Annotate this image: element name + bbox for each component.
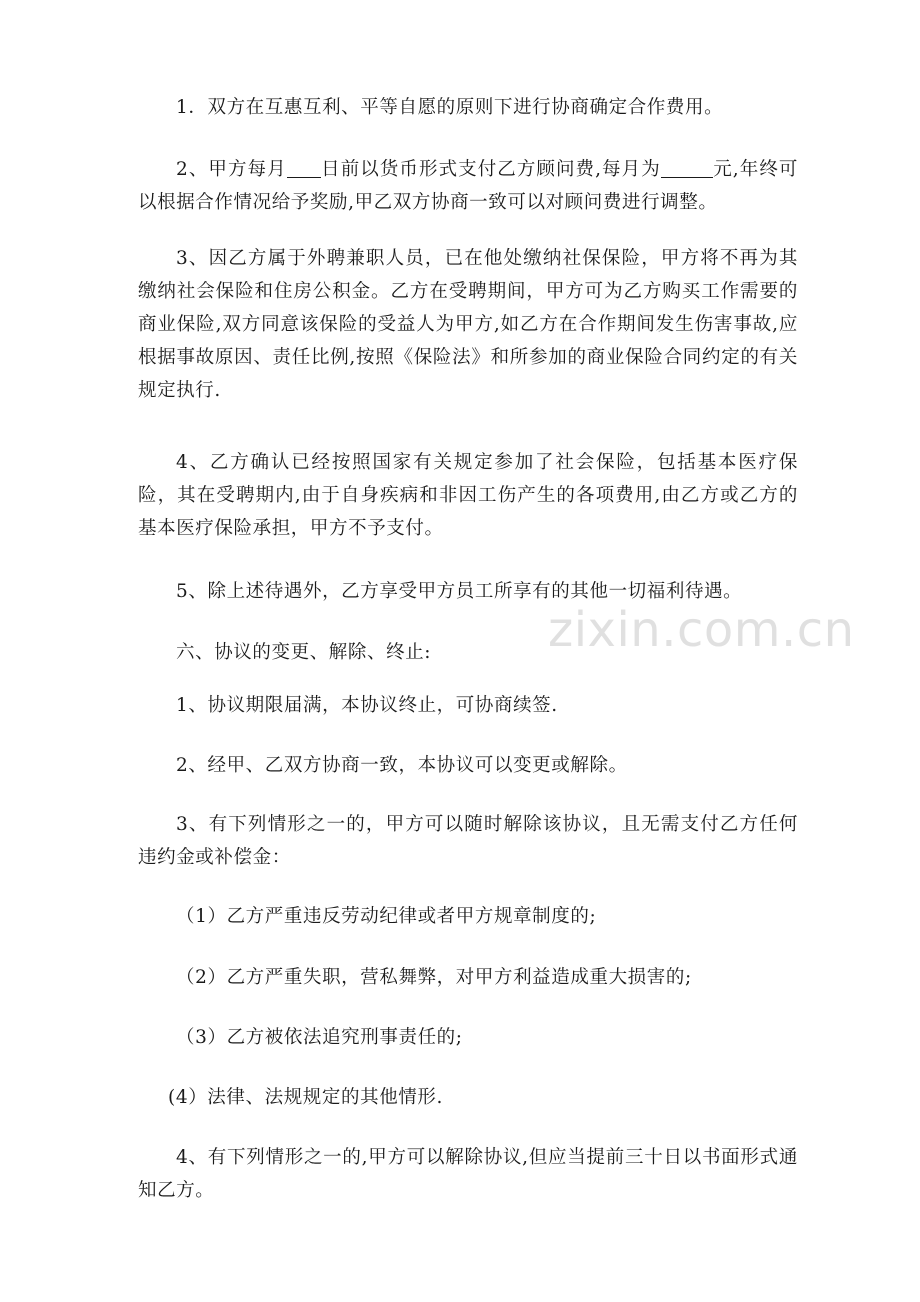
paragraph-social-insurance: 3、因乙方属于外聘兼职人员，已在他处缴纳社保保险，甲方将不再为其缴纳社会保险和住房公积金。乙方在受聘期间，甲方可为乙方购买工作需要的商业保险,双方同意该保险的受益人为甲方,如乙方在合作期间发生伤害事故,应根据事故原因、责任比例,按照《保险法》和所参加的商业保险合同约定的有关规定执行.: [138, 248, 798, 401]
list-item-condition-3: （3）乙方被依法追究刑事责任的;: [176, 1027, 463, 1048]
list-item-condition-1: （1）乙方严重违反劳动纪律或者甲方规章制度的;: [176, 906, 597, 927]
paragraph-consultant-fee: 2、甲方每月 日前以货币形式支付乙方顾问费,每月为 元,年终可以根据合作情况给予奖励,甲乙双方协商一致可以对顾问费进行调整。: [138, 159, 798, 213]
paragraph-mutual-change: 2、经甲、乙双方协商一致，本协议可以变更或解除。: [176, 755, 628, 776]
paragraph-welfare: 5、除上述待遇外，乙方享受甲方员工所享有的其他一切福利待遇。: [176, 581, 743, 602]
day-blank-field[interactable]: [287, 157, 321, 178]
paragraph-term-expiry: 1、协议期限届满，本协议终止，可协商续签.: [176, 695, 558, 716]
watermark: zixin.com.cn: [548, 602, 855, 658]
list-item-condition-2: （2）乙方严重失职，营私舞弊，对甲方利益造成重大损害的;: [176, 967, 692, 988]
list-item-condition-4: (4）法律、法规规定的其他情形.: [168, 1087, 443, 1108]
amount-blank-field[interactable]: [661, 157, 713, 178]
paragraph-cost-principle: 1．双方在互惠互利、平等自愿的原则下进行协商确定合作费用。: [176, 97, 724, 118]
paragraph-medical-insurance: 4、乙方确认已经按照国家有关规定参加了社会保险，包括基本医疗保险，其在受聘期内,由于自身疾病和非因工伤产生的各项费用,由乙方或乙方的基本医疗保险承担，甲方不予支付。: [138, 452, 798, 539]
section-heading-termination: 六、协议的变更、解除、终止:: [176, 642, 432, 663]
paragraph-immediate-termination: 3、有下列情形之一的，甲方可以随时解除该协议，且无需支付乙方任何违约金或补偿金：: [138, 814, 798, 868]
paragraph-notice-termination: 4、有下列情形之一的,甲方可以解除协议,但应当提前三十日以书面形式通知乙方。: [138, 1147, 798, 1201]
